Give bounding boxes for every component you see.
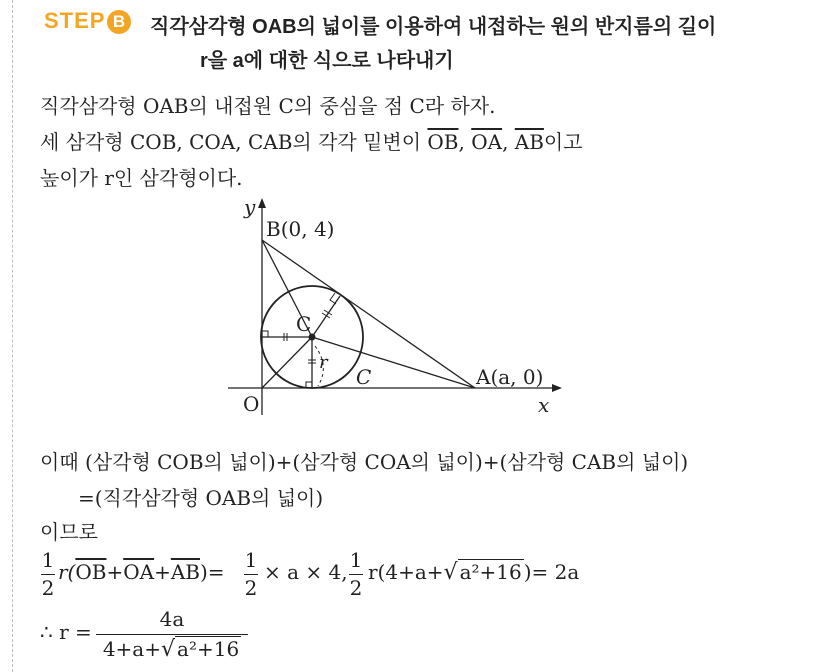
half-num-1: 1 <box>41 548 55 572</box>
r-fraction-bar <box>96 634 248 635</box>
paragraph-1: 직각삼각형 OAB의 내접원 C의 중심을 점 C라 하자. <box>40 94 496 118</box>
half-num-2: 1 <box>244 548 258 572</box>
equation-2 <box>368 560 579 585</box>
r-numerator: 4a <box>159 607 185 631</box>
half-fraction-1 <box>40 548 56 600</box>
r-den-radicand: a²+16 <box>177 637 240 661</box>
line-ca <box>312 337 475 388</box>
eq2-radicand: a²+16 <box>459 560 522 584</box>
half-bar-3 <box>349 574 363 575</box>
radius-to-ab <box>312 296 340 337</box>
margin-guide <box>12 0 13 672</box>
circle-label: C <box>356 365 372 389</box>
segment-ab: $\overline{AB}$ <box>514 130 544 154</box>
sep-1: , <box>458 130 472 154</box>
p2-end: 이고 <box>543 130 583 154</box>
eq1-plus-2: + <box>154 560 171 584</box>
r-den-a: 4+a+ <box>102 637 161 661</box>
eq2-b: )= 2a <box>523 560 580 584</box>
origin-label: O <box>243 392 260 416</box>
step-label <box>44 8 131 34</box>
sqrt-sign-2: √ <box>160 637 176 662</box>
equation-1-rhs: × a × 4, <box>264 560 348 584</box>
half-fraction-3 <box>348 548 364 600</box>
eq1-ab: $\overline{AB}$ <box>170 560 200 584</box>
r-denominator <box>96 637 248 662</box>
incircle-figure <box>200 190 580 420</box>
half-den-2: 2 <box>244 576 258 600</box>
segment-oa: $\overline{OA}$ <box>471 130 503 154</box>
eq2-a: r(4+a+ <box>368 560 444 584</box>
half-den-3: 2 <box>349 576 363 600</box>
x-axis-arrow <box>552 384 562 392</box>
paragraph-6: 이므로 <box>40 520 98 544</box>
therefore-r: ∴ r = <box>40 620 92 644</box>
x-axis-label: x <box>538 393 550 417</box>
heading-line-1: 직각삼각형 OAB의 넓이를 이용하여 내접하는 원의 반지름의 길이 <box>150 16 717 38</box>
half-bar-2 <box>244 574 258 575</box>
step-b-badge: B <box>107 10 131 34</box>
equation-1 <box>58 560 225 584</box>
segment-ob: $\overline{OB}$ <box>427 130 459 154</box>
point-a-label: A(a, 0) <box>476 365 544 389</box>
eq1-ob: $\overline{OB}$ <box>75 560 107 584</box>
p2-text: 세 삼각형 COB, COA, CAB의 각각 밑변이 <box>40 130 428 154</box>
eq1-plus-1: + <box>106 560 124 584</box>
half-den-1: 2 <box>41 576 55 600</box>
center-label: C <box>296 312 312 336</box>
r-fraction <box>96 607 248 662</box>
step-text: STEP <box>44 8 106 33</box>
radius-label: r <box>319 352 328 373</box>
paragraph-3: 높이가 r인 삼각형이다. <box>40 166 243 190</box>
half-bar-1 <box>41 574 55 575</box>
heading-line-2: r을 a에 대한 식으로 나타내기 <box>200 50 454 72</box>
paragraph-2 <box>40 126 583 155</box>
y-axis-label: y <box>244 195 256 219</box>
eq1-a: r( <box>58 560 76 584</box>
eq1-b: )= <box>199 560 225 584</box>
y-axis-arrow <box>258 198 266 208</box>
paragraph-5: =(직각삼각형 OAB의 넓이) <box>78 486 324 510</box>
sep-2: , <box>502 130 515 154</box>
eq1-oa: $\overline{OA}$ <box>123 560 155 584</box>
sqrt-sign-1: √ <box>443 560 458 585</box>
half-fraction-2 <box>243 548 259 600</box>
point-b-label: B(0, 4) <box>266 217 335 241</box>
line-oc <box>262 337 312 388</box>
half-num-3: 1 <box>349 548 363 572</box>
right-angle-ob <box>262 331 268 337</box>
paragraph-4: 이때 (삼각형 COB의 넓이)+(삼각형 COA의 넓이)+(삼각형 CAB의 넓이) <box>40 450 689 474</box>
